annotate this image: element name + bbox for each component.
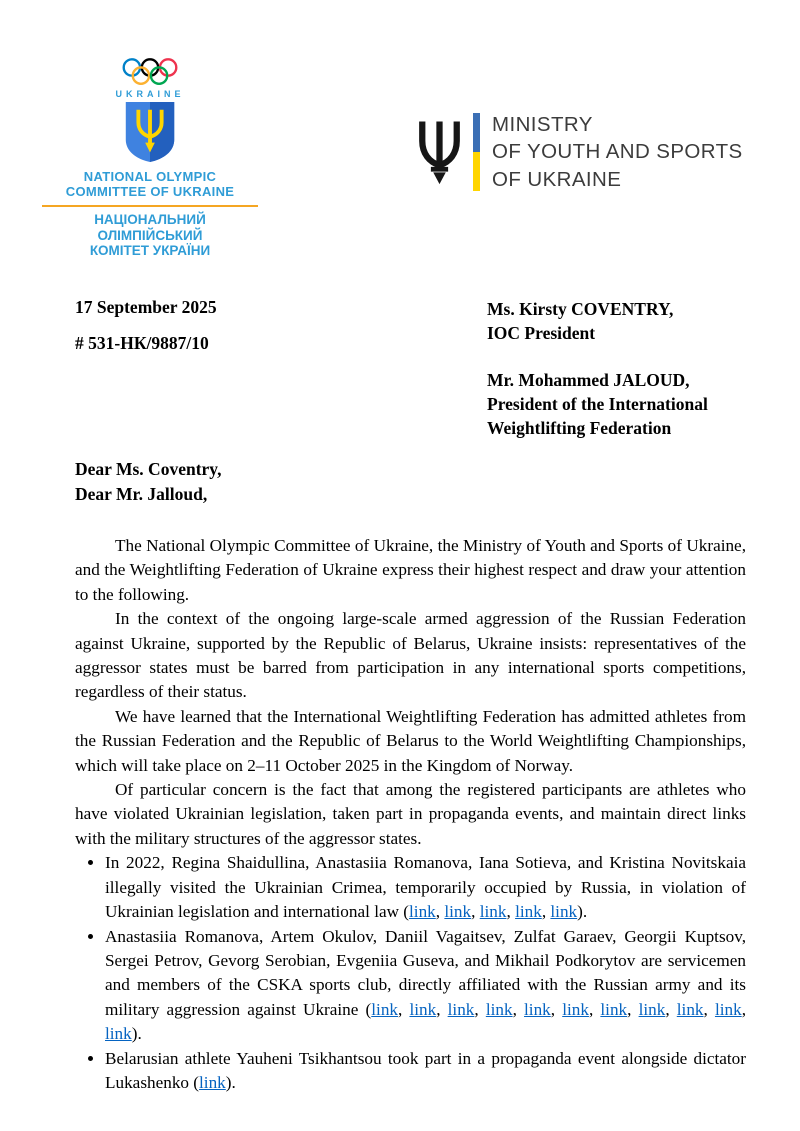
recipient-title: President of the International Weightlifting Federation: [487, 394, 708, 438]
paragraph-context: In the context of the ongoing large-scale armed aggression of the Russian Federation against Ukraine, supported by the Republic of Belarus, Ukraine insists: representatives of the aggressor states must be barred from participation in any international sports competitions, regardless of their status.: [75, 609, 746, 702]
paragraph-concern: Of particular concern is the fact that among the registered participants are athletes who have violated Ukrainian legislation, taken part in propaganda events, and maintain direct links with the military structures of the aggressor states.: [75, 780, 746, 848]
noc-name-uk-line1: НАЦІОНАЛЬНИЙ ОЛІМПІЙСЬКИЙ: [94, 212, 206, 243]
list-item: • In 2022, Regina Shaidullina, Anastasiia Romanova, Iana Sotieva, and Kristina Novitskaia illegally visited the Ukrainian Crimea, temporarily occupied by Russia, in violation of Ukrainian legislation and international law (link, link, link, link, link).: [105, 851, 746, 924]
salutation-line2: Dear Mr. Jalloud,: [75, 483, 208, 504]
inline-link[interactable]: link: [714, 999, 742, 1019]
inline-link[interactable]: link: [562, 999, 589, 1019]
list-item: • Belarusian athlete Yauheni Tsikhantsou took part in a propaganda event alongside dictator Lukashenko (link).: [105, 1047, 746, 1096]
recipient-title: IOC President: [487, 323, 596, 343]
noc-ukraine-logo: [42, 56, 258, 259]
inline-link[interactable]: link: [105, 1024, 132, 1044]
inline-link[interactable]: link: [409, 902, 436, 922]
letter-body: [75, 534, 746, 1095]
flag-bar: [473, 113, 480, 191]
inline-link[interactable]: link: [409, 999, 437, 1019]
violations-list: [75, 851, 746, 1095]
ministry-name-line3: OF UKRAINE: [492, 167, 622, 191]
recipient-coventry: [487, 297, 749, 345]
noc-name-uk-line2: КОМІТЕТ УКРАЇНИ: [89, 243, 211, 258]
inline-link[interactable]: link: [479, 902, 507, 922]
ministry-name-line1: MINISTRY: [492, 112, 593, 136]
inline-link[interactable]: link: [524, 999, 551, 1019]
ministry-name-line2: OF YOUTH AND SPORTS: [492, 140, 743, 164]
noc-name-en-line1: NATIONAL OLYMPIC: [83, 169, 217, 184]
noc-name-en-line2: COMMITTEE OF UKRAINE: [65, 184, 235, 199]
inline-link[interactable]: link: [515, 902, 542, 922]
inline-link[interactable]: link: [638, 999, 666, 1019]
recipients-block: [487, 297, 749, 440]
list-item: • Anastasiia Romanova, Artem Okulov, Daniil Vagaitsev, Zulfat Garaev, Georgii Kuptsov, Sergei Petrov, Gevorg Serobian, Evgeniia Guseva, and Mikhail Podkorytov are servicemen and members of the CSKA sports club, directly affiliated with the Russian army and its military aggression against Ukraine (link, link, link, link, link, link, link, link, link, link, link).: [105, 925, 746, 1047]
inline-link[interactable]: link: [199, 1072, 226, 1092]
paragraph-learned: We have learned that the International Weightlifting Federation has admitted athletes from the Russian Federation and the Republic of Belarus to the World Weightlifting Championships, which will take place on 2–11 October 2025 in the Kingdom of Norway.: [75, 706, 746, 775]
date-reference-block: [75, 297, 217, 354]
inline-link[interactable]: link: [444, 902, 472, 922]
paragraph-intro: The National Olympic Committee of Ukraine, the Ministry of Youth and Sports of Ukraine, and the Weightlifting Federation of Ukraine express their highest respect and draw your attention to the following.: [75, 536, 746, 604]
inline-link[interactable]: link: [600, 999, 628, 1019]
inline-link[interactable]: link: [371, 999, 399, 1019]
recipient-name: Ms. Kirsty COVENTRY,: [487, 299, 674, 319]
inline-link[interactable]: link: [676, 999, 704, 1019]
recipient-name: Mr. Mohammed JALOUD,: [487, 370, 690, 390]
letter-reference-number: # 531-НК/9887/10: [75, 333, 209, 353]
flag-bar-yellow: [473, 152, 480, 191]
noc-shield-trident-icon: [124, 101, 176, 163]
letter-date: 17 September 2025: [75, 297, 217, 317]
olympic-rings-icon: [121, 56, 179, 88]
salutation-line1: Dear Ms. Coventry,: [75, 459, 222, 479]
noc-divider: [42, 205, 258, 207]
inline-link[interactable]: link: [485, 999, 513, 1019]
flag-bar-blue: [473, 113, 480, 152]
recipient-jaloud: [487, 368, 749, 440]
noc-ukraine-label: UKRAINE: [115, 89, 185, 99]
inline-link[interactable]: link: [447, 999, 475, 1019]
trident-icon: [416, 110, 463, 194]
inline-link[interactable]: link: [550, 902, 578, 922]
salutation-block: [75, 457, 221, 506]
ministry-logo: [416, 110, 743, 194]
